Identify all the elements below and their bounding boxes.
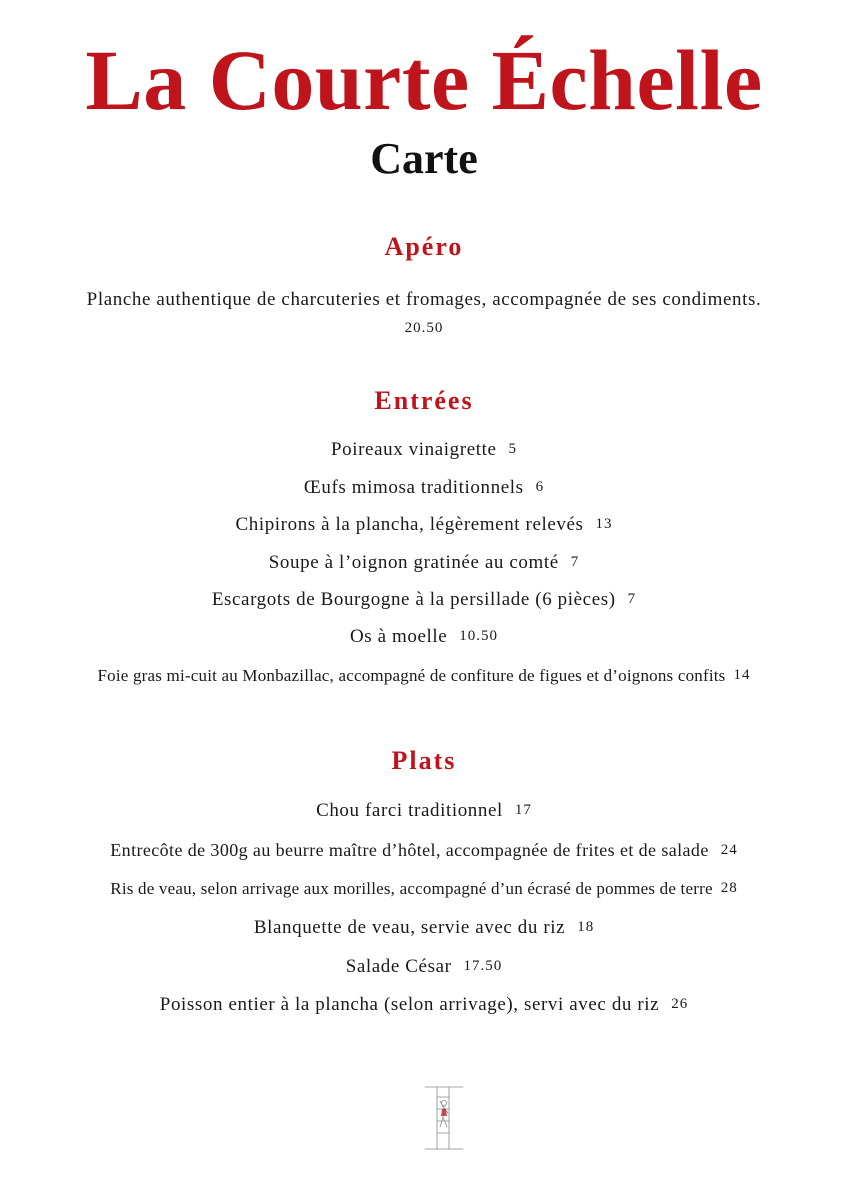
menu-item [0,551,848,576]
menu-item-name: Chipirons à la plancha, légèrement relevés [235,514,584,535]
menu-item-name: Ris de veau, selon arrivage aux morilles, accompagné d’un écrasé de pommes de terre [110,879,713,898]
menu-item-name: Blanquette de veau, servie avec du riz [253,917,566,938]
section-heading-entrees: Entrées [374,386,474,415]
menu-item-price: 7 [570,554,580,570]
menu-item-price: 18 [577,919,595,935]
apero-item-price: 20.50 [404,320,444,336]
menu-item-name: Soupe à l’oignon gratinée au comté [268,552,559,573]
section-heading-plats: Plats [391,746,457,775]
menu-item [0,513,848,538]
menu-item [0,588,848,613]
menu-item [0,799,848,824]
menu-item [0,916,848,941]
menu-item [0,438,848,463]
menu-item-price: 6 [535,479,545,495]
menu-item-price: 10.50 [459,628,499,644]
menu-item-price: 14 [733,667,751,683]
menu-item-price: 13 [595,516,613,532]
menu-item-name: Escargots de Bourgogne à la persillade (6 pièces) [211,589,616,610]
menu-item [0,877,848,902]
menu-item-price: 17 [514,802,532,818]
menu-item-name: Os à moelle [349,626,448,647]
menu-item-name: Poireaux vinaigrette [330,439,497,460]
menu-item-price: 24 [720,842,738,858]
restaurant-name: La Courte Échelle [85,32,763,128]
apero-item-name: Planche authentique de charcuteries et fromages, accompagnée de ses condiments. [86,289,762,310]
menu-item-price: 7 [627,591,637,607]
menu-item-price: 28 [720,880,738,896]
menu-item-price: 17.50 [463,958,503,974]
menu-item [0,838,848,864]
menu-item [0,625,848,650]
menu-item-price: 5 [508,441,518,457]
menu-item [0,955,848,980]
section-heading-apero: Apéro [384,232,464,261]
menu-title: Carte [370,134,478,183]
ladder-figure-logo-icon [423,1083,465,1153]
menu-item-name: Œufs mimosa traditionnels [303,477,524,498]
menu-item [0,476,848,501]
menu-item-price: 26 [671,996,689,1012]
menu-item [0,664,848,689]
menu-item-name: Foie gras mi-cuit au Monbazillac, accompagné de confiture de figues et d’oignons confits [97,666,726,685]
menu-item-name: Poisson entier à la plancha (selon arrivage), servi avec du riz [159,994,660,1015]
menu-item-name: Chou farci traditionnel [316,800,503,821]
menu-item-name: Entrecôte de 300g au beurre maître d’hôtel, accompagnée de frites et de salade [110,840,709,860]
menu-item [0,993,848,1018]
menu-item-name: Salade César [345,956,452,977]
